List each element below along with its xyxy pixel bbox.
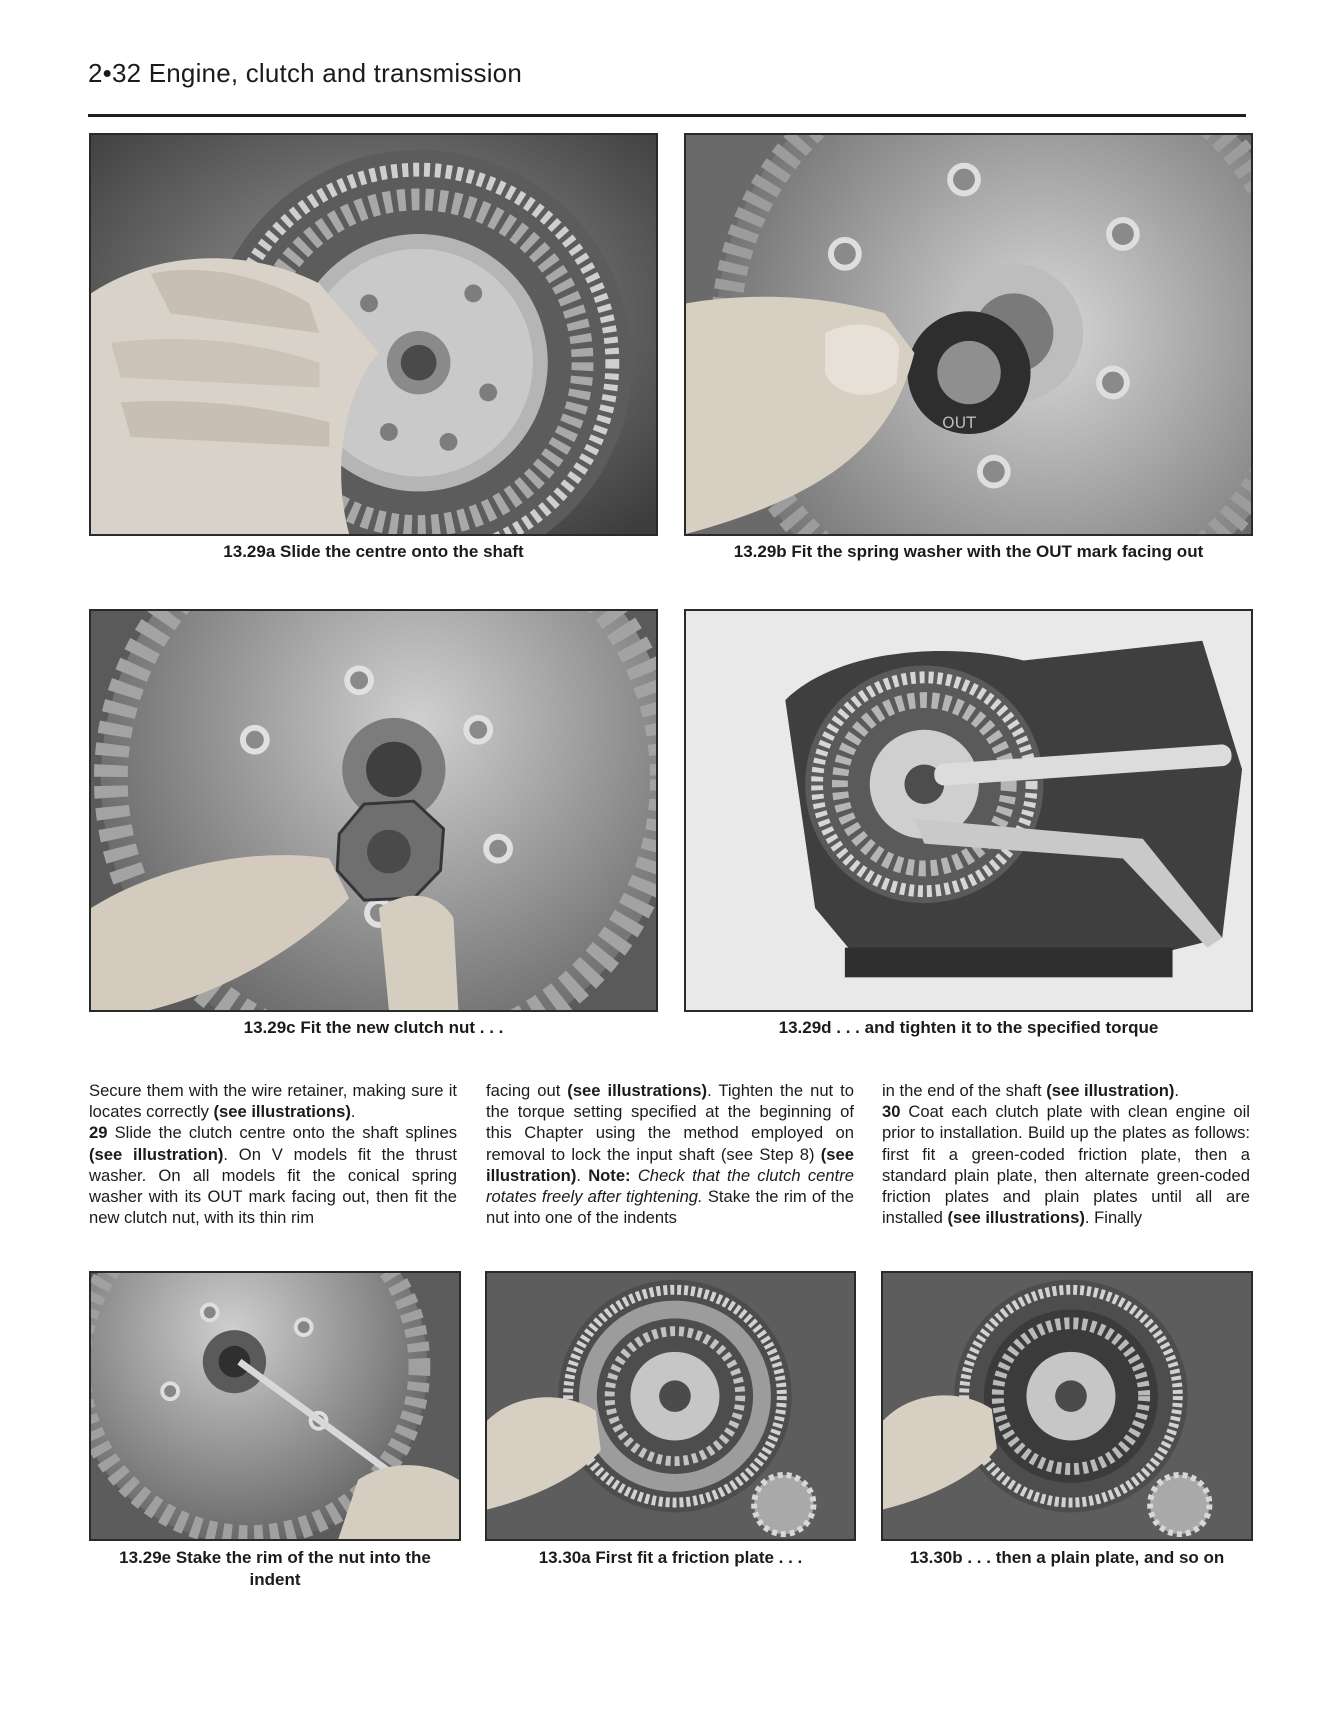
photo-13-29b bbox=[684, 133, 1253, 536]
out-mark-label: OUT bbox=[942, 413, 977, 433]
photo-13-30a bbox=[485, 1271, 856, 1541]
col1-ref: (see illustration) bbox=[89, 1144, 224, 1164]
photo-13-30b bbox=[881, 1271, 1253, 1541]
col1-ref: (see illustrations) bbox=[213, 1102, 351, 1122]
text-column-3 bbox=[882, 1080, 1250, 1228]
col3-text: . bbox=[1174, 1081, 1180, 1100]
step-number-30: 30 bbox=[882, 1102, 901, 1122]
caption-13-30a: 13.30a First fit a friction plate . . . bbox=[538, 1548, 803, 1567]
col1-text: Slide the clutch centre onto the shaft splines bbox=[107, 1123, 457, 1143]
caption-13-29d: 13.29d . . . and tighten it to the specified torque bbox=[778, 1018, 1159, 1037]
caption-13-30b: 13.30b . . . then a plain plate, and so on bbox=[909, 1548, 1225, 1567]
caption-13-29c: 13.29c Fit the new clutch nut . . . bbox=[243, 1018, 504, 1037]
col2-text: . Tighten the nut to the torque setting specified at the beginning of this Chapter using the method employed on removal to lock the input shaft (see Step 8) bbox=[486, 1081, 854, 1164]
col2-ref: (see illustrations) bbox=[567, 1081, 708, 1100]
col1-text: . bbox=[350, 1102, 356, 1122]
caption-13-29b: 13.29b Fit the spring washer with the OUT mark facing out bbox=[733, 542, 1204, 561]
col3-ref: (see illustrations) bbox=[947, 1208, 1085, 1228]
caption-13-29e-line1: 13.29e Stake the rim of the nut into the bbox=[119, 1548, 431, 1567]
note-text: Check that the clutch centre rotates freely after tightening. bbox=[486, 1165, 854, 1207]
caption-13-29a: 13.29a Slide the centre onto the shaft bbox=[223, 542, 524, 561]
photo-13-29e bbox=[89, 1271, 461, 1541]
col2-text: facing out bbox=[486, 1081, 568, 1100]
caption-13-29e bbox=[89, 1547, 461, 1591]
col3-ref: (see illustration) bbox=[1046, 1081, 1175, 1100]
header-rule bbox=[88, 114, 1246, 117]
page-header: 2•32 Engine, clutch and transmission bbox=[88, 58, 522, 88]
col3-text: . Finally bbox=[1084, 1208, 1143, 1228]
col2-text: . bbox=[576, 1165, 589, 1185]
text-column-2 bbox=[486, 1080, 854, 1228]
text-column-1 bbox=[89, 1080, 457, 1228]
col1-text: Secure them with the wire retainer, making sure it locates correctly bbox=[89, 1081, 457, 1122]
caption-13-29e-line2: indent bbox=[249, 1570, 301, 1589]
step-number-29: 29 bbox=[89, 1123, 108, 1143]
col2-text: Stake the rim of the nut into one of the indents bbox=[486, 1187, 854, 1228]
col2-ref: (see illustration) bbox=[486, 1144, 854, 1185]
col3-text: in the end of the shaft bbox=[882, 1081, 1047, 1100]
photo-13-29a bbox=[89, 133, 658, 536]
col3-text: Coat each clutch plate with clean engine oil prior to installation. Build up the plates as follows: first fit a green-coded friction plate, then a standard plain plate, then alternate green-coded friction plates and plain plates until all are installed bbox=[882, 1102, 1250, 1228]
photo-13-29c bbox=[89, 609, 658, 1012]
note-label: Note: bbox=[588, 1165, 631, 1185]
col1-text: . On V models fit the thrust washer. On all models fit the conical spring washer with its OUT mark facing out, then fit the new clutch nut, with its thin rim bbox=[89, 1144, 457, 1228]
photo-13-29d bbox=[684, 609, 1253, 1012]
